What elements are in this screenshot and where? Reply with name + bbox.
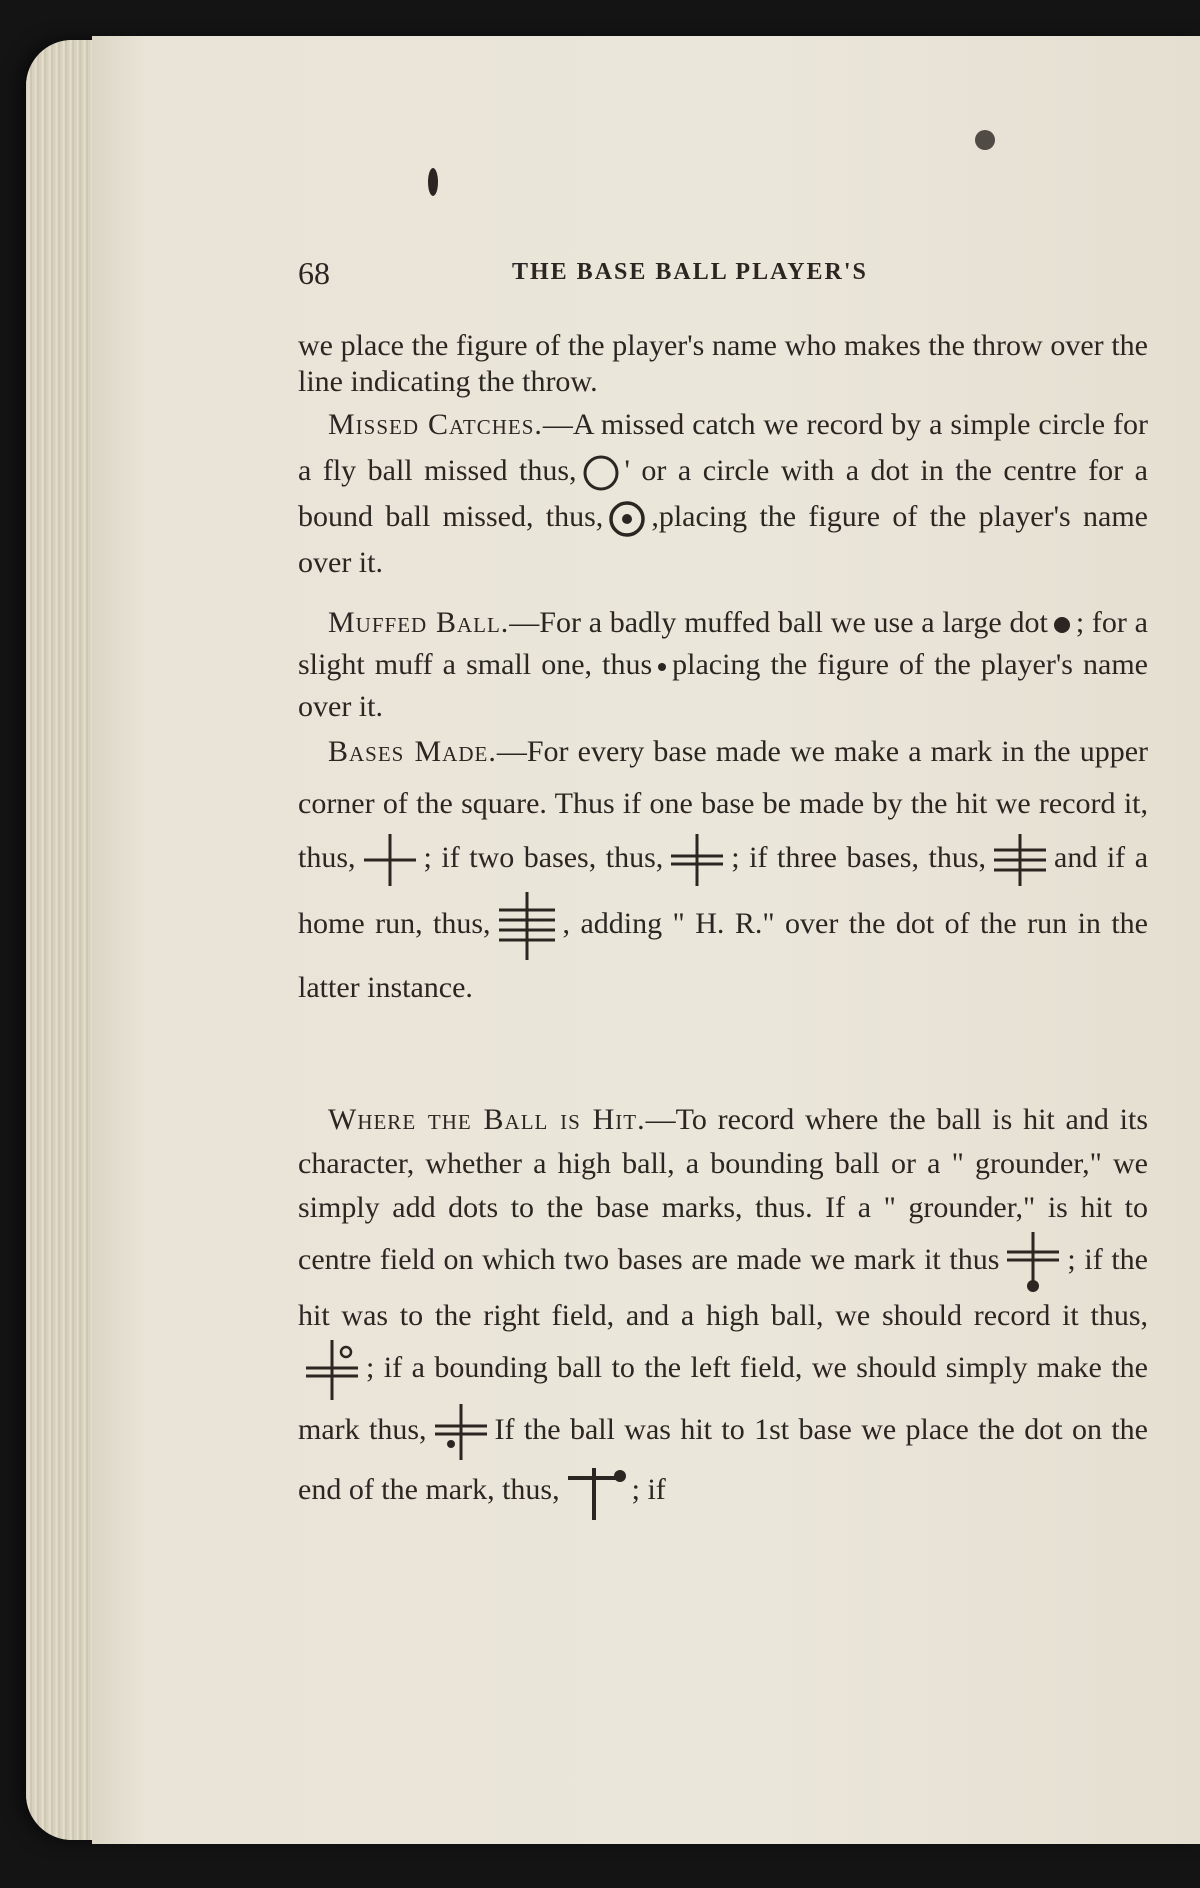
paragraph-where-hit: Where the Ball is Hit.—To record where the ball is hit and its character, whether a high ball, a bounding ball or a " grounder," we simply add dots to the base marks, thus. If a " grounder," is hit to centre field on which two bases are made we mark it thus ; if the hit was to the right field, and a high ball, we should record it thus,; if a bounding ball to the left field, we should simply make the mark thus, If the ball was hit to 1st base we place the dot on the end of the mark, thus, ; if [298,1098,1148,1522]
three-bases-mark [990,830,1050,890]
paragraph-missed-catches: Missed Catches.—A missed catch we record by a simple circle for a fly ball missed thus, ' or a circle with a dot in the centre for a bound ball missed, thus, ,placing the figure of the player's name over it. [298,408,1148,579]
ink-spot [975,130,995,150]
running-head: THE BASE BALL PLAYER'S [512,259,868,285]
page-edges [26,40,98,1840]
dotted-circle-symbol [607,499,647,539]
left-field-bounding-mark [431,1402,491,1462]
empty-circle-symbol [581,453,621,493]
one-base-mark [360,830,420,890]
right-field-high-ball-mark [302,1338,362,1402]
small-dot-symbol [656,661,668,673]
heading-missed-catches: Missed Catches. [328,408,543,441]
centre-field-grounder-mark [1003,1230,1063,1294]
two-bases-mark [667,830,727,890]
heading-where-hit: Where the Ball is Hit. [328,1103,646,1136]
paragraph-throw: we place the figure of the player's name who makes the throw over the line indicating the throw. [298,329,1148,398]
ink-spot [428,168,438,196]
heading-bases-made: Bases Made. [328,735,497,768]
large-dot-symbol [1052,615,1072,635]
page-number: 68 [298,255,330,291]
paragraph-muffed-ball: Muffed Ball.—For a badly muffed ball we use a large dot ; for a slight muff a small one, thus placing the figure of the player's name over it. [298,606,1148,723]
paragraph-bases-made: Bases Made.—For every base made we make a mark in the upper corner of the square. Thus if one base be made by the hit we record it, thus, ; if two bases, thus, ; if three bases, thus, and if a home run, thus, , adding " H. R." over the dot of the run in the latter instance. [298,735,1149,1004]
first-base-mark [564,1462,628,1522]
page-header [298,255,1018,295]
home-run-mark [495,890,559,962]
heading-muffed-ball: Muffed Ball. [328,606,510,639]
